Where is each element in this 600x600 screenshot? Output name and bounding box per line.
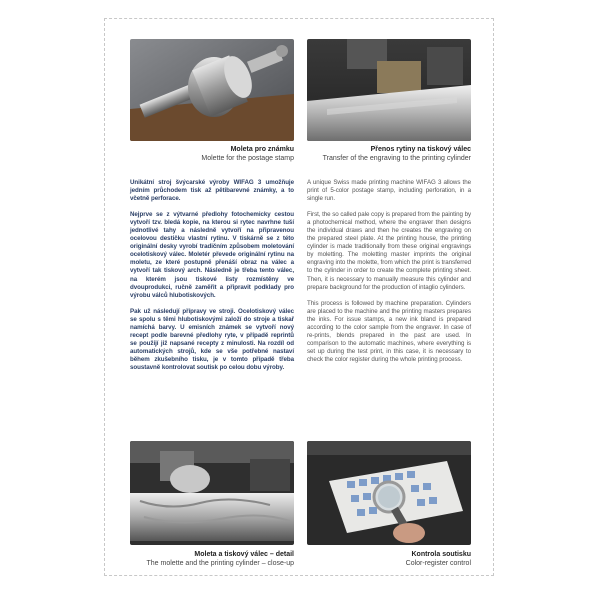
caption-4-en: Color-register control xyxy=(405,560,471,567)
caption-1-en: Molette for the postage stamp xyxy=(201,155,294,162)
photo-transfer xyxy=(307,39,471,141)
czech-paragraph-2: Nejprve se z výtvarné předlohy fotochemicky cestou vytvoří tzv. bledá kopie, na kterou si rytec navrhne tuší jednotlivé tahy a následně vytvoří na připravenou ocelovou destičku vlastní rytinu. V tiskárně se z této originální desky vyrobí tradičním způsobem moletování ocelotiskový válec. Moletér převede originální rytinu na moletu, ze které postupně přenáší obraz na válec a vytvoří tak tiskový arch. Následně je třeba tento válec, na kterém jsou tiskové listy rozmístěny ve dvouprodukci, ručně zaměřit a připravit podklady pro výrobu válců hlubotiskových. xyxy=(130,211,294,299)
caption-4-cs: Kontrola soutisku xyxy=(411,551,471,558)
caption-4 xyxy=(307,550,471,568)
english-paragraph-2: First, the so called pale copy is prepared from the painting by a photochemical method, where the engraver then designs the individual draws and then he creates the engraving on the prepared steel plate. At the printing house, the printing cylinder is made traditionally from these original engravings by moletting. The moletting master imprints the original engraving into the molette, from which the print is transferred to the cylinder in order to create the complete printing sheet. Then, it is necessary to manually measure this cylinder and prepare background for the production of intaglio cylinders. xyxy=(307,211,472,291)
caption-3 xyxy=(130,550,294,568)
czech-paragraph-3: Pak už následují přípravy ve stroji. Ocelotiskový válec se spolu s těmi hlubotiskovými založí do stroje a tiskař namíchá barvy. U emisních známek se vytvoří nový recept podle barevné předlohy ryte, v případě reprintů se použijí již napsané recepty z minulosti. Na rozdíl od automatických strojů, kde se vše potřebné nastaví během zkušebního tisku, je v tomto případě třeba soustavně kontrolovat soutisk po celou dobu výroby. xyxy=(130,307,294,371)
czech-paragraph-1: Unikátní stroj švýcarské výroby WIFAG 3 umožňuje jedním průchodem tisk až pětibarevné známky, a to včetně perforace. xyxy=(130,179,294,203)
caption-3-cs: Moleta a tiskový válec – detail xyxy=(194,551,294,558)
english-paragraph-1: A unique Swiss made printing machine WIFAG 3 allows the print of 5-color postage stamp, including perforation, in a single run. xyxy=(307,179,471,203)
photo-molette-cylinder xyxy=(130,441,294,545)
photo-register-control xyxy=(307,441,471,545)
english-column xyxy=(307,179,471,372)
caption-1 xyxy=(130,145,294,163)
czech-column xyxy=(130,179,294,380)
caption-2-cs: Přenos rytiny na tiskový válec xyxy=(370,146,471,153)
brochure-page xyxy=(104,18,494,576)
english-paragraph-3: This process is followed by machine preparation. Cylinders are placed to the machine and the printing masters prepares the inks. For issue stamps, a new ink bland is prepared according to the color sample from the engraver. In case of re-prints, blends prepared in the past are used. In comparison to the automatic machines, where everything is set up during the test print, in this case, it is necessary to check the color register during the whole printing process. xyxy=(307,299,471,363)
caption-3-en: The molette and the printing cylinder – close-up xyxy=(146,560,294,567)
photo-molette xyxy=(130,39,294,141)
caption-2 xyxy=(307,145,471,163)
caption-1-cs: Moleta pro známku xyxy=(230,146,294,153)
caption-2-en: Transfer of the engraving to the printing cylinder xyxy=(322,155,471,162)
